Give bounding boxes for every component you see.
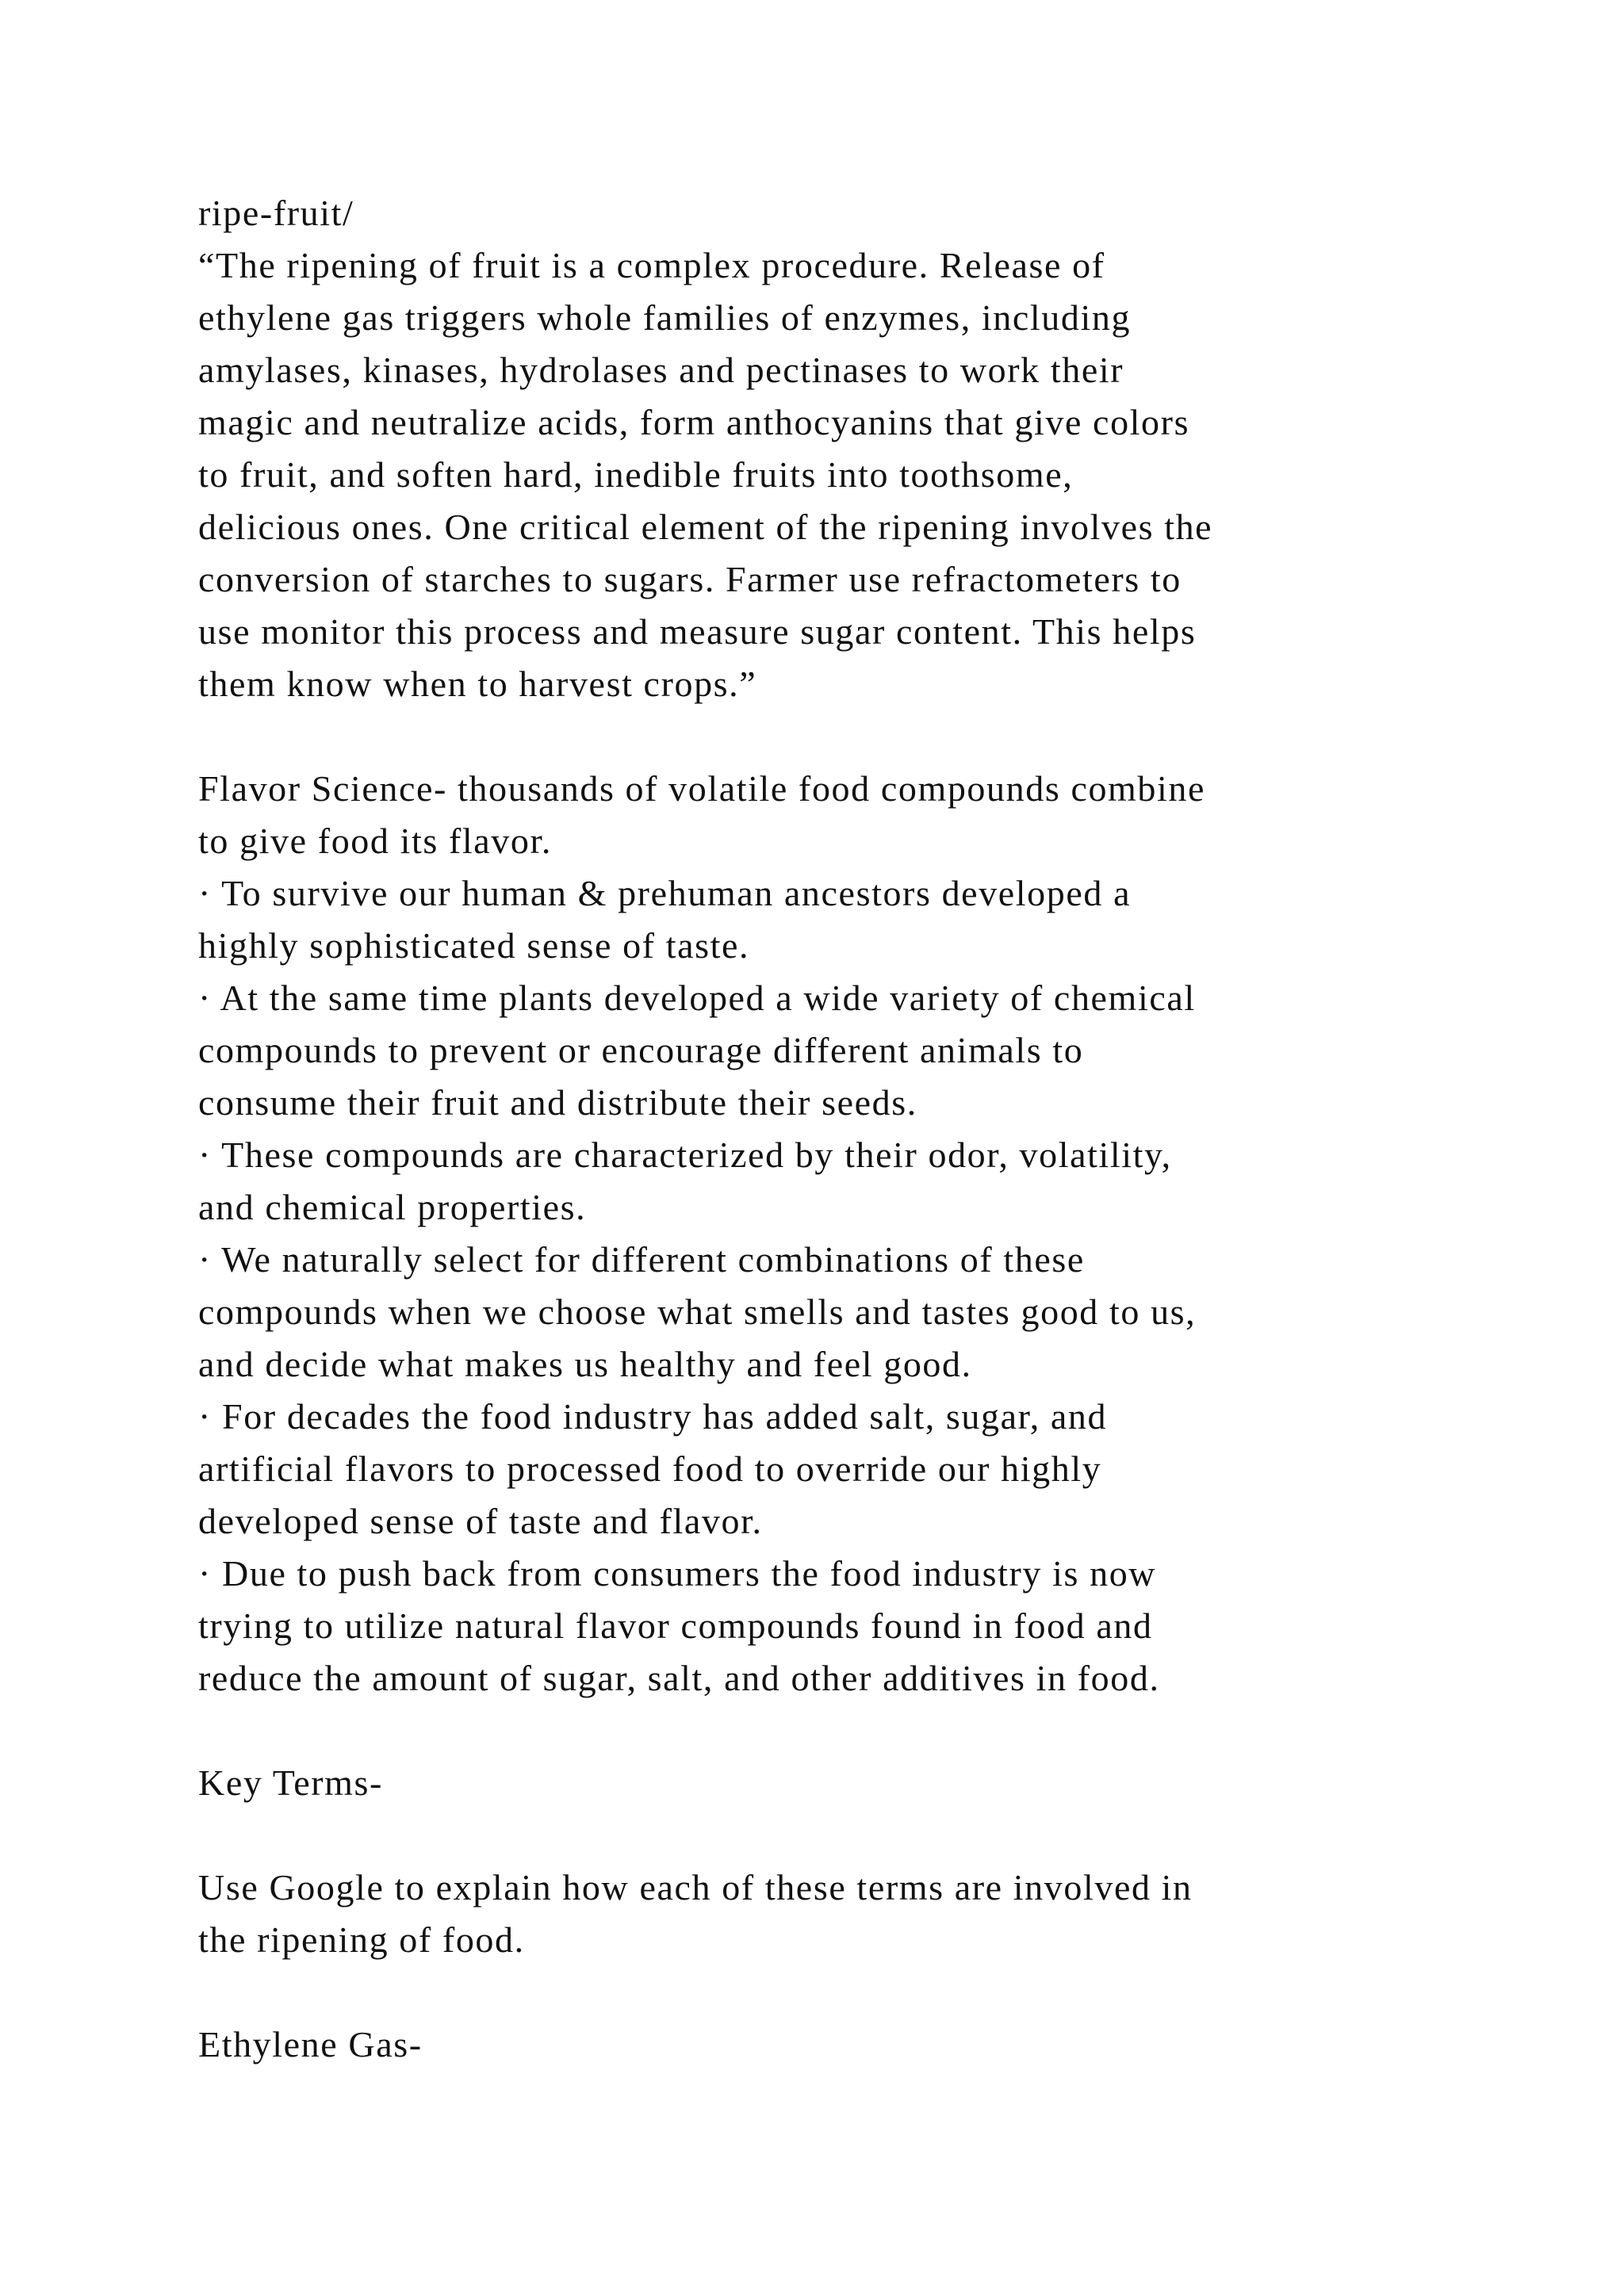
- bullet-line: · Due to push back from consumers the food industry is now: [198, 1553, 1157, 1594]
- bullet-line: compounds when we choose what smells and tastes good to us,: [198, 1292, 1197, 1332]
- source-url-fragment: ripe-fruit/: [198, 193, 354, 233]
- instruction-line: Use Google to explain how each of these terms are involved in: [198, 1867, 1193, 1908]
- bullet-line: reduce the amount of sugar, salt, and other additives in food.: [198, 1658, 1160, 1698]
- bullet-line: compounds to prevent or encourage different animals to: [198, 1030, 1084, 1070]
- bullet-line: highly sophisticated sense of taste.: [198, 925, 750, 966]
- instruction-line: the ripening of food.: [198, 1919, 525, 1960]
- quote-line: amylases, kinases, hydrolases and pectinases to work their: [198, 350, 1124, 390]
- quote-line: delicious ones. One critical element of the ripening involves the: [198, 507, 1213, 547]
- key-terms-heading: Key Terms-: [198, 1762, 383, 1803]
- bullet-line: · These compounds are characterized by their odor, volatility,: [198, 1135, 1172, 1175]
- bullet-line: developed sense of taste and flavor.: [198, 1501, 763, 1541]
- flavor-line: to give food its flavor.: [198, 821, 552, 861]
- quote-line: conversion of starches to sugars. Farmer use refractometers to: [198, 559, 1182, 599]
- bullet-line: · For decades the food industry has added salt, sugar, and: [198, 1396, 1108, 1437]
- bullet-line: and chemical properties.: [198, 1187, 587, 1227]
- paragraph-spacer: [198, 1809, 1499, 1862]
- quote-line: them know when to harvest crops.”: [198, 664, 757, 704]
- paragraph-spacer: [198, 1705, 1499, 1757]
- quote-line: use monitor this process and measure sugar content. This helps: [198, 611, 1197, 652]
- instruction-paragraph: [198, 1862, 1499, 1966]
- quote-line: magic and neutralize acids, form anthocyanins that give colors: [198, 402, 1190, 442]
- bullet-line: · To survive our human & prehuman ancestors developed a: [198, 873, 1132, 913]
- flavor-science-heading-line: Flavor Science- thousands of volatile food compounds combine: [198, 768, 1206, 809]
- bullet-line: artificial flavors to processed food to override our highly: [198, 1448, 1102, 1489]
- term-ethylene-gas: Ethylene Gas-: [198, 2024, 423, 2064]
- bullet-line: · At the same time plants developed a wide variety of chemical: [198, 978, 1196, 1018]
- bullet-line: and decide what makes us healthy and feel good.: [198, 1344, 972, 1384]
- bullet-line: · We naturally select for different combinations of these: [198, 1239, 1085, 1280]
- document-body: [198, 187, 1499, 2071]
- bullet-line: consume their fruit and distribute their seeds.: [198, 1082, 917, 1123]
- quote-line: to fruit, and soften hard, inedible fruits into toothsome,: [198, 454, 1074, 495]
- quote-line: “The ripening of fruit is a complex procedure. Release of: [198, 245, 1105, 285]
- flavor-science-section: [198, 763, 1499, 1705]
- intro-quote-paragraph: [198, 187, 1499, 710]
- quote-line: ethylene gas triggers whole families of enzymes, including: [198, 297, 1132, 338]
- paragraph-spacer: [198, 710, 1499, 763]
- paragraph-spacer: [198, 1966, 1499, 2019]
- bullet-line: trying to utilize natural flavor compounds found in food and: [198, 1605, 1153, 1646]
